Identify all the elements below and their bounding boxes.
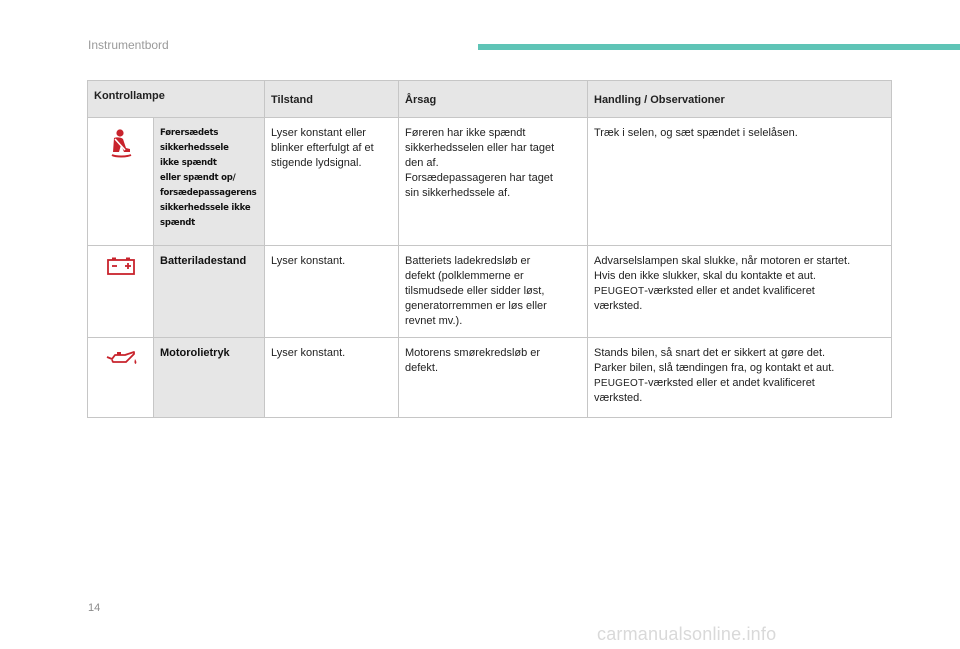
state-cell: Lyser konstant. — [265, 246, 399, 338]
column-header-lamp: Kontrollampe — [88, 81, 265, 118]
table-header-row — [88, 81, 892, 118]
action-cell: Advarselslampen skal slukke, når motoren er startet. Hvis den ikke slukker, skal du kontakte et aut. PEUGEOT-værksted eller et andet kvalificeret værksted. — [588, 246, 892, 338]
battery-warning-icon — [106, 267, 136, 279]
section-title: Instrumentbord — [88, 38, 169, 52]
lamp-icon-cell — [88, 338, 154, 418]
oil-pressure-icon — [104, 359, 138, 371]
lamp-icon-cell — [88, 246, 154, 338]
watermark: carmanualsonline.info — [597, 624, 777, 644]
cause-cell: Føreren har ikke spændt sikkerhedsselen eller har taget den af. Forsædepassageren har taget sin sikkerhedssele af. — [399, 118, 588, 246]
brand-name: PEUGEOT — [594, 378, 645, 389]
cause-cell: Motorens smørekredsløb er defekt. — [399, 338, 588, 418]
section-accent-bar — [478, 44, 960, 50]
table-row — [88, 338, 892, 418]
state-cell: Lyser konstant eller blinker efterfulgt af et stigende lydsignal. — [265, 118, 399, 246]
column-header-cause: Årsag — [399, 81, 588, 118]
seatbelt-warning-icon — [108, 149, 134, 161]
lamp-name-oil-pressure: Motorolietryk — [154, 338, 265, 418]
table-row — [88, 118, 892, 246]
action-cell: Træk i selen, og sæt spændet i selelåsen. — [588, 118, 892, 246]
action-cell: Stands bilen, så snart det er sikkert at gøre det. Parker bilen, slå tændingen fra, og kontakt et aut. PEUGEOT-værksted eller et andet kvalificeret værksted. — [588, 338, 892, 418]
lamp-name-seatbelt: Førersædets sikkerhedssele ikke spændt eller spændt op/ forsædepassagerens sikkerhedssele ikke spændt — [154, 118, 265, 246]
lamp-icon-cell — [88, 118, 154, 246]
cause-cell: Batteriets ladekredsløb er defekt (polklemmerne er tilsmudsede eller sidder løst, generatorremmen er løs eller revnet mv.). — [399, 246, 588, 338]
brand-name: PEUGEOT — [594, 286, 645, 297]
column-header-action: Handling / Observationer — [588, 81, 892, 118]
lamp-name-battery: Batteriladestand — [154, 246, 265, 338]
table-row — [88, 246, 892, 338]
column-header-state: Tilstand — [265, 81, 399, 118]
warning-lamp-table — [87, 80, 892, 418]
state-cell: Lyser konstant. — [265, 338, 399, 418]
page-number: 14 — [88, 602, 101, 614]
